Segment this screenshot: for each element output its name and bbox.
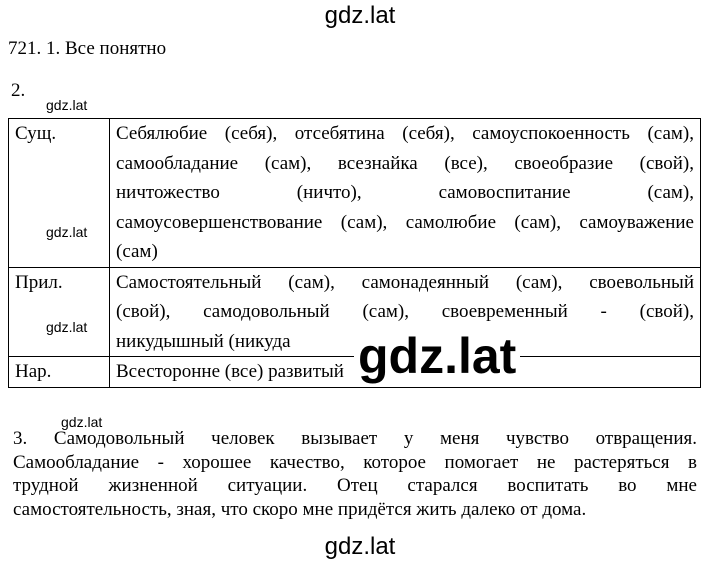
words-line: никудышный (никуда [116, 330, 291, 352]
paragraph-line: самостоятельность, зная, что скоро мне придётся жить далеко от дома. [13, 498, 587, 520]
watermark-large: gdz.lat [354, 328, 520, 384]
watermark-small: gdz.lat [46, 319, 88, 335]
paragraph-line: 3. Самодовольный человек вызывает у меня чувство отвращения. [13, 428, 697, 449]
watermark-small: gdz.lat [46, 224, 88, 240]
watermark-small: gdz.lat [61, 414, 103, 430]
words-line: Себялюбие (себя), отсебятина (себя), самоуспокоенность (сам), [116, 123, 694, 144]
words-line: ничтожество (ничто), самовоспитание (сам), [116, 182, 694, 203]
paragraph-line: трудной жизненной ситуации. Отец старался воспитать во мне [13, 475, 697, 497]
watermark-small: gdz.lat [46, 97, 88, 113]
watermark-top: gdz.lat [324, 2, 396, 29]
words-line: (свой), самодовольный (сам), своевременный - (свой), [116, 301, 694, 322]
table-row [9, 119, 701, 268]
part-of-speech-cell: Сущ. [9, 119, 110, 268]
words-line: самообладание (сам), всезнайка (все), своеобразие (свой), [116, 152, 694, 174]
paragraph-line: Самообладание - хорошее качество, которое помогает не растеряться в [13, 451, 697, 473]
item-3-paragraph [13, 427, 697, 521]
words-line: Самостоятельный (сам), самонадеянный (сам), своевольный [116, 271, 694, 293]
words-line: самоусовершенствование (сам), самолюбие (сам), самоуважение [116, 211, 694, 233]
part-of-speech-cell: Прил. [9, 267, 110, 357]
part-of-speech-cell: Нар. [9, 357, 110, 388]
watermark-bottom: gdz.lat [324, 533, 396, 560]
item-2-label: 2. [11, 80, 26, 101]
words-line: (сам) [116, 241, 158, 262]
exercise-heading: 721. 1. Все понятно [8, 38, 167, 59]
words-cell [110, 119, 701, 268]
words-line: Всесторонне (все) развитый [116, 361, 344, 382]
